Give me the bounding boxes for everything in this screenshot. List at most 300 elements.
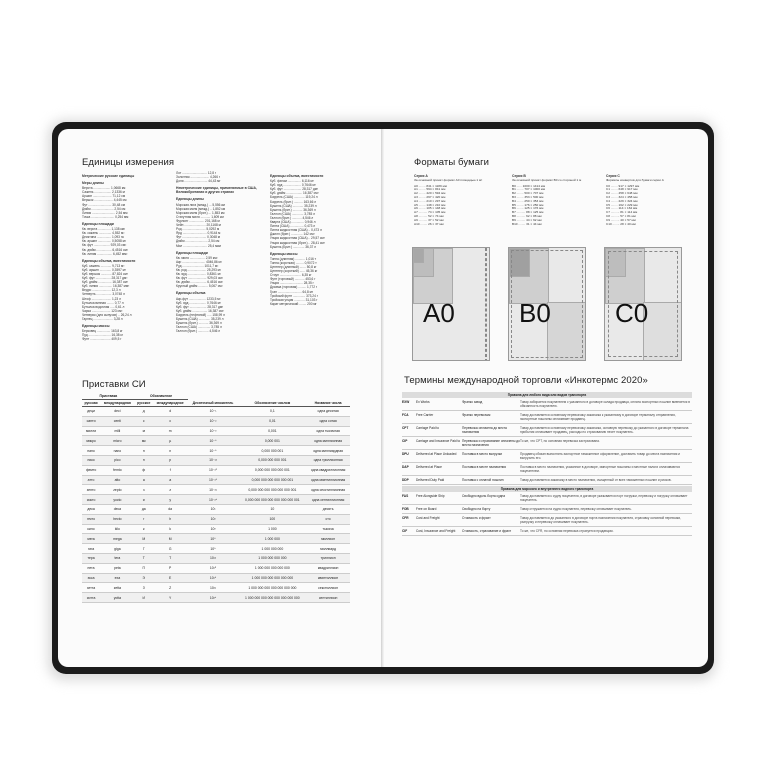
si-table-row — [82, 465, 350, 475]
si-table-cell: Т — [135, 553, 153, 563]
si-table-cell: 10⁻²⁴ — [188, 495, 239, 505]
unit-line: C3 ........ 324 × 458 мм — [606, 194, 638, 199]
si-table-cell: hecto — [100, 514, 135, 524]
incoterm-cell: Поставка с оплатой пошлин — [462, 478, 504, 482]
si-table-cell: атто — [82, 475, 100, 485]
si-table-cell: m — [153, 426, 188, 436]
incoterms-table — [402, 391, 692, 536]
si-header-symbol: Обозначение — [135, 393, 188, 400]
si-table-row — [82, 485, 350, 495]
si-table-cell: санти — [82, 416, 100, 426]
si-table-cell: nano — [100, 446, 135, 456]
si-table-cell: 10² — [188, 514, 239, 524]
si-table-row — [82, 436, 350, 446]
si-subheader: русская — [82, 400, 100, 407]
unit-line: Тонна (длинная) ........... 1,016 т — [270, 256, 317, 261]
unit-line: Фут ........................... 0,3048 м — [176, 235, 220, 240]
incoterm-cell: EXW — [402, 400, 410, 404]
unit-line: Кв. линия ................. 6,452 мм² — [82, 251, 128, 256]
si-table-row — [82, 563, 350, 573]
si-table-cell: а — [135, 475, 153, 485]
si-table-cell: одна секстиллионная — [306, 485, 350, 495]
si-subheader: русское — [135, 400, 153, 407]
unit-line: C8 .......... 57 × 81 мм — [606, 213, 636, 218]
unit-line: Мил ........................... 25,4 мкм — [176, 243, 221, 248]
unit-line: Круглый дюйм ........... 5,067 см² — [176, 284, 223, 289]
incoterm-cell: Delivered Duty Paid — [416, 478, 445, 482]
si-table-cell: 0,000 001 — [239, 436, 307, 446]
unit-line: Куб. дюйм ................. 16,387 см³ — [176, 308, 224, 313]
unit-line: B5 ........ 176 × 250 мм — [512, 202, 544, 207]
si-table-cell: exa — [100, 573, 135, 583]
incoterms-section-2: Правила для морского и внутреннего водного транспорта — [402, 486, 692, 492]
si-table-cell: деци — [82, 407, 100, 417]
unit-line: Бушель (брит.) ........... 36,369 л — [270, 207, 316, 212]
si-table-cell: 10⁻² — [188, 416, 239, 426]
si-table-cell: 10¹⁸ — [188, 573, 239, 583]
unit-line: Точка .......................... 0,254 мм — [82, 214, 129, 219]
unit-line: Джилл (брит.) ............. 142 см³ — [270, 232, 315, 237]
unit-line: Пинта жидкостная (США) .. 0,473 л — [270, 228, 322, 233]
si-table-row — [82, 407, 350, 417]
unit-line: Кв. миля ................. 2,59 км² — [176, 255, 218, 260]
incoterm-cell: Товар забирается покупателем с указанного в договоре склада продавца, оплата экспортных пошлин вменяется в обязанность покупателю. — [520, 400, 690, 408]
units-column-1 — [82, 171, 168, 341]
si-table-cell: секстиллион — [306, 583, 350, 593]
incoterm-cell: Стоимость, страхование и фрахт — [462, 529, 512, 533]
si-table-cell: Y — [153, 593, 188, 603]
si-table-cell: f — [153, 465, 188, 475]
si-table-cell: 10¹⁵ — [188, 563, 239, 573]
si-table-cell: з — [135, 485, 153, 495]
incoterm-row — [402, 424, 692, 437]
incoterm-row — [402, 463, 692, 476]
incoterm-cell: Товар доставляется к судну покупателя, в договоре указывается порт погрузки, перевозку и погрузку оплачивает покупатель. — [520, 494, 688, 502]
unit-line: Кв. верста .............. 1,138 км² — [82, 227, 125, 232]
si-table-row — [82, 446, 350, 456]
incoterm-cell: Поставка в место выгрузки — [462, 452, 503, 456]
si-table-cell: 10⁻⁹ — [188, 446, 239, 456]
si-table-cell: 10⁹ — [188, 544, 239, 554]
unit-line: C6 ........ 114 × 162 мм — [606, 206, 638, 211]
incoterm-row — [402, 437, 692, 450]
unit-line: Акр .......................... 4046,86 м² — [176, 259, 222, 264]
unit-line: Центнер (длинный) ....... 50,8 кг — [270, 264, 317, 269]
si-table-row — [82, 573, 350, 583]
incoterm-cell: FCA — [402, 413, 409, 417]
unit-line: Куб. фут ................... 28,317 дм³ — [176, 304, 224, 309]
incoterm-cell: DPU — [402, 452, 409, 456]
unit-line: Кв. сажень .............. 4,552 м² — [82, 231, 125, 236]
si-table-cell: иотта — [82, 593, 100, 603]
si-table-cell: к — [135, 524, 153, 534]
si-table-cell: 10¹ — [188, 504, 239, 514]
si-table-cell: 0,000 000 001 — [239, 446, 307, 456]
unit-line: Тройская унция ............ 31,103 г — [270, 297, 318, 302]
si-table-cell: 1 000 000 — [239, 534, 307, 544]
incoterm-cell: Перевозка и страхование оплачены до места назначения — [462, 439, 520, 447]
series-c-desc: Форматы конвертов для бумаги серии А — [606, 177, 664, 182]
incoterm-cell: CPT — [402, 426, 409, 430]
si-table-cell: micro — [100, 436, 135, 446]
unit-line: Четверик (для сыпучих) .. 26,24 л — [82, 312, 132, 317]
incoterm-cell: Перевозка оплачена до места назначения — [462, 426, 507, 434]
si-table-cell: Z — [153, 583, 188, 593]
si-table-row — [82, 475, 350, 485]
unit-line: Куб. фут .................... 28,317 дм³ — [270, 187, 318, 192]
unit-line: Тонна (короткая) ......... 0,9072 т — [270, 260, 317, 265]
unit-line: Фут .......................... 30,48 см — [82, 202, 125, 207]
si-table-cell: одна квинтиллионная — [306, 475, 350, 485]
unit-line: Сажень ................... 2,1336 м — [82, 190, 125, 195]
unit-line: B10 ........ 31 × 44 мм — [512, 221, 542, 226]
si-table-cell: 1 000 000 000 000 000 000 000 000 — [239, 593, 307, 603]
si-table-cell: 10 — [239, 504, 307, 514]
si-table-cell: 1 000 000 000 000 000 — [239, 563, 307, 573]
si-table-cell: tera — [100, 553, 135, 563]
incoterm-cell: Товар отгружается на судно покупателя, перевозку оплачивает покупатель. — [520, 507, 632, 511]
units-heading: Единицы массы — [82, 324, 110, 329]
unit-line: Тройский фунт .............. 373,24 г — [270, 293, 318, 298]
si-table-cell: десять — [306, 504, 350, 514]
unit-line: Кв. род ..................... 25,293 м² — [176, 267, 221, 272]
incoterm-cell: Товар доставляется основному перевозчику заказчика, основную перевозку до указанного в договоре терминала прибытия оплачивает продавец, расходы по страхованию несет покупатель. — [520, 426, 689, 434]
incoterm-row — [402, 492, 692, 505]
si-table-cell: тысяча — [306, 524, 350, 534]
si-table-cell: дека — [82, 504, 100, 514]
si-table-cell: 10⁻³ — [188, 426, 239, 436]
si-table-cell: пико — [82, 455, 100, 465]
si-table-cell: milli — [100, 426, 135, 436]
si-table-cell: зетта — [82, 583, 100, 593]
units-heading: Метрические русские единицы — [82, 174, 135, 178]
si-table-cell: 1 000 000 000 — [239, 544, 307, 554]
unit-line: Морская миля (межд.) .. 1,852 км — [176, 206, 226, 211]
incoterm-cell: Carriage Paid to — [416, 426, 440, 430]
si-table-cell: п — [135, 455, 153, 465]
unit-line: Куб. ярд ................... 0,7646 м³ — [176, 300, 221, 305]
incoterm-cell: Франко завод — [462, 400, 483, 404]
unit-line: Куб. сажень ............ 9,713 м³ — [82, 263, 125, 268]
incoterm-row — [402, 505, 692, 514]
incoterm-cell: Cost, Insurance and Freight — [416, 529, 456, 533]
si-table-cell: y — [153, 495, 188, 505]
unit-line: Бушель (Брит.) ............. 36,37 л — [270, 244, 317, 249]
unit-line: Ведро ..................... 12,3 л — [82, 288, 121, 293]
si-table-cell: З — [135, 583, 153, 593]
incoterm-cell: Free on Board — [416, 507, 437, 511]
incoterm-cell: То же, что CFR, но основная перевозка страхуется продавцом. — [520, 529, 614, 533]
unit-line: Баррель (США) ............ 119,24 л — [270, 195, 318, 200]
unit-line: B2 ........ 500 × 707 мм — [512, 191, 544, 196]
series-b-title: Серия В — [512, 174, 526, 178]
unit-line: Куб. ярд .................... 0,7646 м³ — [270, 183, 316, 188]
unit-line: A2 ........ 420 × 594 мм — [414, 191, 446, 196]
unit-line: Дюйм ......................... 2,54 см — [176, 239, 220, 244]
unit-line: Куб. фатом ............... 6,116 м³ — [270, 179, 314, 184]
unit-line: Морская миля (брит.) ... 1,853 км — [176, 210, 225, 215]
incoterms-title: Термины международной торговли «Инкотермс 2020» — [404, 375, 648, 386]
unit-line: Кв. фут .................. 929,03 см² — [82, 243, 127, 248]
si-table-cell: с — [135, 416, 153, 426]
si-table-cell: 10¹² — [188, 553, 239, 563]
series-a-desc: За основной принят формат А0 площадью 1 м² — [414, 177, 483, 182]
unit-line: Берковец ............... 163,8 кг — [82, 329, 123, 334]
unit-line: Верста ................... 1,0668 км — [82, 186, 126, 191]
si-table-cell: T — [153, 553, 188, 563]
incoterm-cell: DAP — [402, 465, 409, 469]
si-table-cell: 10⁻⁶ — [188, 436, 239, 446]
si-table-row — [82, 426, 350, 436]
unit-line: Бушель (брит.) ........... 36,369 л — [176, 321, 222, 326]
unit-line: A8 .......... 52 × 74 мм — [414, 213, 444, 218]
si-table-cell: м — [135, 426, 153, 436]
units-heading: Единицы массы — [270, 251, 298, 256]
unit-line: Дюйм ......................... 2,54 см — [82, 206, 126, 211]
incoterm-row — [402, 411, 692, 424]
right-page — [384, 129, 708, 667]
si-table-cell: h — [153, 514, 188, 524]
incoterm-cell: Поставка в место назначения, указанное в договоре, импортные пошлины и местные налоги оплачиваются покупателем. — [520, 465, 680, 473]
unit-line: Фурлонг ................. 201,168 м — [176, 218, 220, 223]
incoterm-cell: Cost and Freight — [416, 516, 440, 520]
si-table-cell: yotta — [100, 593, 135, 603]
unit-line: Акр-фут ................... 1233,5 м³ — [176, 296, 221, 301]
incoterm-cell: CFR — [402, 516, 409, 520]
unit-line: A7 .......... 74 × 105 мм — [414, 210, 446, 215]
incoterm-cell: Delivered at Place Unloaded — [416, 452, 457, 456]
incoterm-cell: Франко перевозчик — [462, 413, 491, 417]
formats-title: Форматы бумаги — [414, 157, 490, 168]
si-header-multiplier: Десятичный множитель — [188, 393, 239, 407]
unit-line: Галлон (США) .............. 3,785 л — [176, 325, 222, 330]
si-table-cell: 10²¹ — [188, 583, 239, 593]
si-table-cell: пета — [82, 563, 100, 573]
unit-line: A3 ........ 297 × 420 мм — [414, 194, 446, 199]
diagram-b0-label: B0 — [519, 298, 551, 328]
si-table-cell: Э — [135, 573, 153, 583]
incoterm-cell: DDP — [402, 478, 409, 482]
units-heading: Единицы площади — [82, 221, 114, 226]
si-table-cell: 10³ — [188, 524, 239, 534]
si-table-cell: d — [153, 407, 188, 417]
unit-line: B3 ........ 353 × 500 мм — [512, 194, 544, 199]
incoterm-cell: Товар доставляется заказчику в место назначения, очищенный от всех таможенных пошлин и рисков. — [520, 478, 672, 482]
si-table-cell: yocto — [100, 495, 135, 505]
unit-line: Унция жидкостная (США) .. 29,57 см³ — [270, 236, 325, 241]
si-table-cell: 0,1 — [239, 407, 307, 417]
si-table-cell: квадриллион — [306, 563, 350, 573]
unit-line: Вершок ..................... 4,445 см — [82, 198, 127, 203]
si-table-cell: 1 000 — [239, 524, 307, 534]
si-table-row — [82, 495, 350, 505]
unit-line: C10 ........ 28 × 40 мм — [606, 221, 636, 226]
si-table-cell: 0,000 000 000 000 000 001 — [239, 475, 307, 485]
si-table-cell: одна септиллионная — [306, 495, 350, 505]
unit-line: B8 .......... 62 × 88 мм — [512, 213, 542, 218]
si-table-cell: 0,01 — [239, 416, 307, 426]
si-table-cell: 0,000 000 000 001 — [239, 455, 307, 465]
si-table-cell: одна триллионная — [306, 455, 350, 465]
si-header-number: Обозначение числом — [239, 393, 307, 407]
unit-line: Кв. аршин ............... 0,5058 м² — [82, 239, 126, 244]
unit-line: Доля .......................... 44,43 мг — [176, 179, 221, 184]
unit-line: Куб. фут ................. 28,317 дм³ — [82, 276, 128, 281]
series-c-column — [606, 175, 680, 226]
units-heading: Единицы объема — [176, 291, 206, 296]
si-table-cell: kilo — [100, 524, 135, 534]
si-table-cell: atto — [100, 475, 135, 485]
units-column-3 — [270, 171, 358, 306]
si-table-cell: одна десятая — [306, 407, 350, 417]
si-table-cell: µ — [153, 436, 188, 446]
unit-line: B6 ........ 125 × 176 мм — [512, 206, 544, 211]
si-table-cell: 10⁻¹⁸ — [188, 475, 239, 485]
unit-line: Центнер (короткий) ...... 45,36 кг — [270, 269, 318, 274]
unit-line: Куб. дюйм .................. 16,387 см³ — [270, 191, 319, 196]
si-table-cell: 1 000 000 000 000 000 000 000 — [239, 583, 307, 593]
diagram-a0 — [412, 247, 490, 361]
unit-line: A5 ........ 148 × 210 мм — [414, 202, 446, 207]
incoterm-cell: Товар доставляется до указанного в договоре порта назначения покупателя, страховку основной перевозки, разгрузку и перевозку оплачивает покупатель. — [520, 516, 681, 524]
units-heading: Единицы площади — [176, 250, 208, 255]
unit-line: C0 ........ 917 × 1297 мм — [606, 183, 640, 188]
si-table-row — [82, 455, 350, 465]
unit-line: Кв. дюйм ................. 6,4516 см² — [82, 247, 128, 252]
si-table-cell: одна миллиардная — [306, 446, 350, 456]
si-table-cell: мк — [135, 436, 153, 446]
si-table-cell: centi — [100, 416, 135, 426]
incoterm-cell: CIF — [402, 529, 408, 533]
si-table-cell: z — [153, 485, 188, 495]
si-table-cell: 0,001 — [239, 426, 307, 436]
unit-line: Пуд ......................... 16,38 кг — [82, 333, 123, 338]
si-table-cell: мега — [82, 534, 100, 544]
si-table-cell: одна сотая — [306, 416, 350, 426]
series-c-title: Серия С — [606, 174, 620, 178]
unit-line: Руд ........................ 1011,7 м² — [176, 263, 219, 268]
si-table-cell: zetta — [100, 583, 135, 593]
unit-line: C9 .......... 40 × 57 мм — [606, 217, 636, 222]
si-table-cell: миллиард — [306, 544, 350, 554]
unit-line: Чейн ........................ 20,1168 м — [176, 223, 221, 228]
diagram-a0-label: A0 — [423, 298, 455, 328]
incoterm-cell: Товар доставляется основному перевозчику заказчика к указанному в договоре терминалу отправления, экспортные пошлины оплачивает продавец. — [520, 413, 676, 421]
incoterm-cell: Delivered at Place — [416, 465, 442, 469]
si-table-cell: экса — [82, 573, 100, 583]
unit-line: A4 ........ 210 × 297 мм — [414, 198, 446, 203]
series-a-column — [414, 175, 488, 226]
si-table-cell: 0,000 000 000 000 000 000 000 001 — [239, 495, 307, 505]
si-table-cell: н — [135, 446, 153, 456]
unit-line: C1 ........ 648 × 917 мм — [606, 187, 638, 192]
unit-line: Кв. фут ..................... 929,03 см² — [176, 276, 223, 281]
unit-line: Гран ........................... 64,8 мг — [270, 289, 313, 294]
unit-line: Линия .......................... 2,54 мм — [82, 210, 128, 215]
units-heading: Единицы длины — [176, 197, 204, 202]
si-table-cell: peta — [100, 563, 135, 573]
si-table-cell: femto — [100, 465, 135, 475]
incoterms-section-1: Правила для любого вида или видов транспорта — [402, 392, 692, 398]
si-prefix-table — [82, 393, 350, 603]
si-table-cell: M — [153, 534, 188, 544]
si-header-name: Название числа — [306, 393, 350, 407]
si-table-cell: М — [135, 534, 153, 544]
units-heading: Единицы объема, вместимости — [270, 174, 324, 178]
si-table-cell: 10⁻¹² — [188, 455, 239, 465]
si-table-cell: иокто — [82, 495, 100, 505]
incoterm-cell: Free Alongside Ship — [416, 494, 445, 498]
si-table-cell: k — [153, 524, 188, 534]
si-table-cell: микро — [82, 436, 100, 446]
unit-line: Род .......................... 5,0292 м — [176, 227, 220, 232]
incoterm-cell: FOB — [402, 507, 409, 511]
unit-line: Унция .......................... 28,35 г — [270, 281, 314, 286]
unit-line: A10 ........ 26 × 37 мм — [414, 221, 444, 226]
unit-line: A1 ........ 594 × 841 мм — [414, 187, 446, 192]
unit-line: Фунт ....................... 409,5 г — [82, 337, 122, 342]
unit-line: Драхма (торговая) ......... 1,772 г — [270, 285, 318, 290]
unit-line: Фунт (торговый) ........... 453,6 г — [270, 277, 316, 282]
series-b-column — [512, 175, 586, 226]
incoterm-row — [402, 527, 692, 536]
unit-line: Бушель (США) ............ 35,239 л — [270, 203, 317, 208]
si-table-row — [82, 514, 350, 524]
si-table-cell: G — [153, 544, 188, 554]
si-table-cell: 10⁻¹ — [188, 407, 239, 417]
unit-line: Куб. дюйм ............... 16,387 см³ — [82, 280, 128, 285]
si-table-cell: квинтиллион — [306, 573, 350, 583]
unit-line: Бутылка винная ........ 0,77 л — [82, 300, 124, 305]
unit-line: Пинта (США) ............... 0,473 л — [270, 224, 316, 229]
unit-line: Кв. дюйм .................. 6,4516 см² — [176, 280, 223, 285]
units-heading: Неметрические единицы, применяемые в США, Великобритании и других странах — [176, 186, 257, 195]
unit-line: Галлон (США) ............. 3,785 л — [270, 211, 315, 216]
si-table-cell: гекто — [82, 514, 100, 524]
unit-line: B0 ...... 1000 × 1414 мм — [512, 183, 546, 188]
si-table-cell: нано — [82, 446, 100, 456]
si-table-cell: mega — [100, 534, 135, 544]
unit-line: Бутылка водочная ..... 0,61 л — [82, 304, 125, 309]
si-table-cell: одна миллионная — [306, 436, 350, 446]
incoterm-cell: Carriage and Insurance Paid to — [416, 439, 461, 443]
si-table-cell: милли — [82, 426, 100, 436]
incoterm-cell: Free Carrier — [416, 413, 434, 417]
unit-line: Стоун ........................ 6,35 кг — [270, 273, 312, 278]
unit-line: Штоф ...................... 1,23 л — [82, 296, 121, 301]
unit-line: Кв. ярд ..................... 0,8361 м² — [176, 272, 221, 277]
unit-line: A6 ........ 105 × 148 мм — [414, 206, 446, 211]
si-table-cell: фемто — [82, 465, 100, 475]
si-table-cell: миллион — [306, 534, 350, 544]
incoterm-cell: Свободно на борту — [462, 507, 491, 511]
incoterm-row — [402, 476, 692, 485]
si-table-cell: da — [153, 504, 188, 514]
si-table-cell: 10⁶ — [188, 534, 239, 544]
si-table-row — [82, 553, 350, 563]
si-title: Приставки СИ — [82, 379, 146, 390]
si-header-prefix: Приставка — [82, 393, 135, 400]
si-table-cell: г — [135, 514, 153, 524]
series-b-desc: За основной принят формат В0 со стороной 1 м — [512, 177, 582, 182]
si-table-cell: E — [153, 573, 188, 583]
si-table-cell: 1 000 000 000 000 — [239, 553, 307, 563]
diagram-c0-label: C0 — [615, 298, 649, 328]
series-a-title: Серия А — [414, 174, 428, 178]
si-table-cell: deci — [100, 407, 135, 417]
si-table-cell: 1 000 000 000 000 000 000 — [239, 573, 307, 583]
unit-line: C5 ........ 162 × 229 мм — [606, 202, 638, 207]
